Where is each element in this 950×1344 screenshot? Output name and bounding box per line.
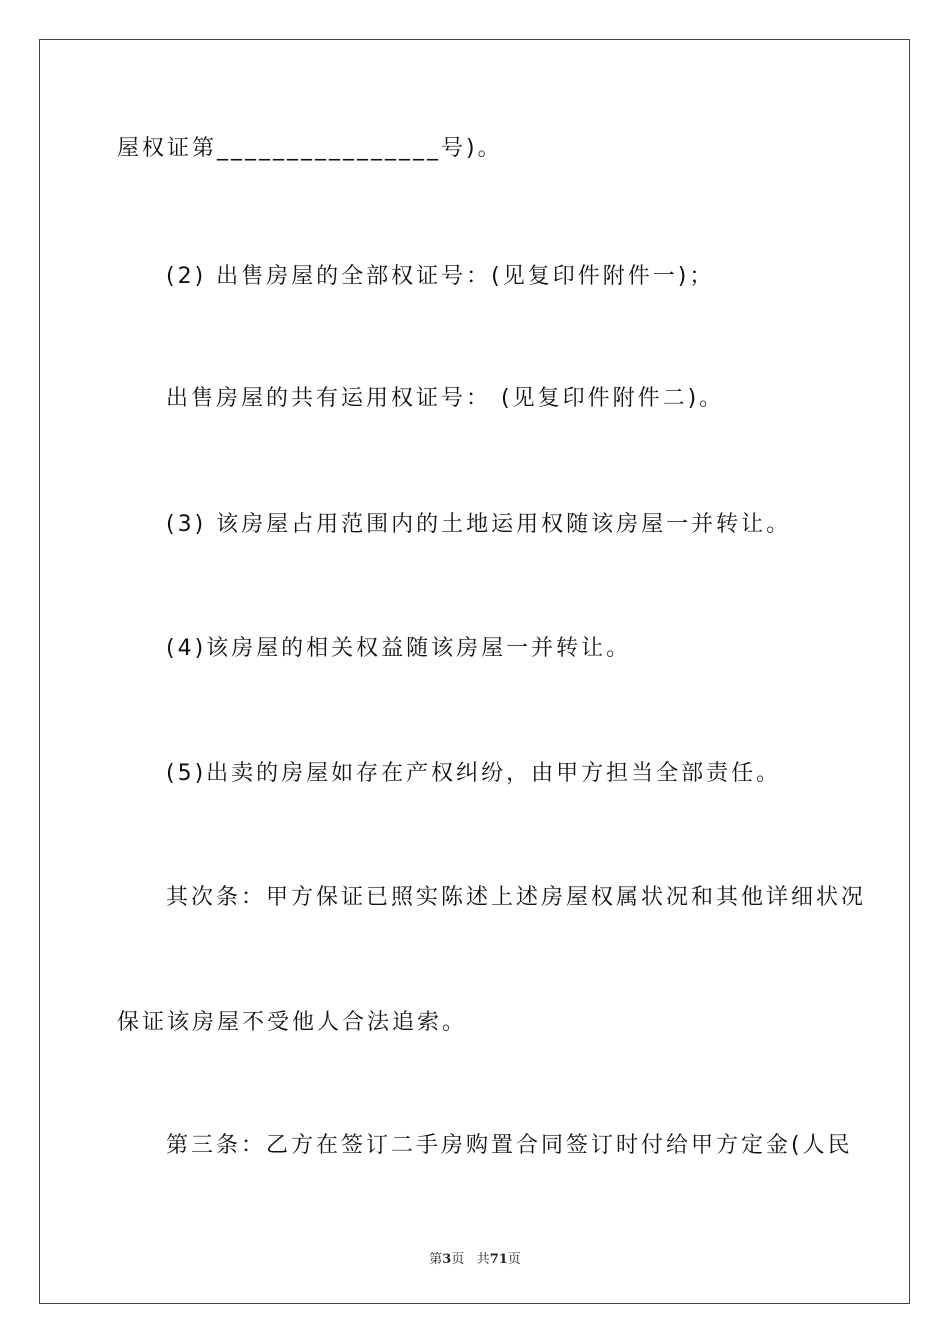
page-border — [39, 39, 910, 1304]
text-line-7: 其次条：甲方保证已照实陈述上述房屋权属状况和其他详细状况 — [166, 885, 867, 910]
text-line-5: (4)该房屋的相关权益随该房屋一并转让。 — [166, 636, 632, 661]
footer-page-suffix: 页 — [451, 1252, 465, 1267]
footer-total-prefix: 共 — [476, 1252, 490, 1267]
text-line-2: (2) 出售房屋的全部权证号：(见复印件附件一)； — [166, 264, 715, 289]
text-line-9: 第三条：乙方在签订二手房购置合同签订时付给甲方定金(人民 — [166, 1133, 853, 1158]
current-page-number: 3 — [442, 1252, 452, 1267]
text-line-6: (5)出卖的房屋如存在产权纠纷，由甲方担当全部责任。 — [166, 761, 782, 786]
text-line-3: 出售房屋的共有运用权证号： (见复印件附件二)。 — [166, 386, 725, 411]
text-line-4: (3) 该房屋占用范围内的土地运用权随该房屋一并转让。 — [166, 512, 792, 537]
text-line-8: 保证该房屋不受他人合法追索。 — [117, 1010, 468, 1035]
footer-prefix: 第 — [429, 1252, 443, 1267]
footer-total-suffix: 页 — [507, 1252, 521, 1267]
page-footer — [0, 1248, 950, 1267]
total-pages-number: 71 — [489, 1252, 508, 1267]
text-line-1: 屋权证第________________号)。 — [117, 136, 503, 161]
